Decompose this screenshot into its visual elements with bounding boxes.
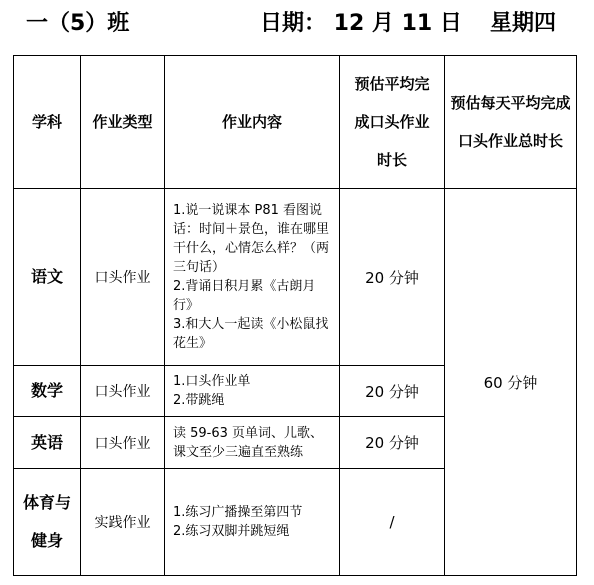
subject-cell: 体育与健身 — [14, 469, 81, 576]
total-duration-cell: 60 分钟 — [445, 189, 577, 576]
class-name: 一（5）班 — [26, 11, 130, 36]
header-content: 作业内容 — [165, 56, 340, 189]
header-daily-total: 预估每天平均完成口头作业总时长 — [445, 56, 577, 189]
duration-cell: / — [340, 469, 445, 576]
content-line: 3.和大人一起读《小松鼠找花生》 — [173, 317, 329, 351]
subject-cell: 英语 — [14, 417, 81, 469]
content-line: 2.带跳绳 — [173, 393, 225, 408]
homework-table — [13, 55, 577, 576]
weekday: 星期四 — [490, 11, 557, 36]
subject-cell: 语文 — [14, 189, 81, 366]
type-cell: 实践作业 — [81, 469, 165, 576]
duration-cell: 20 分钟 — [340, 417, 445, 469]
content-line: 2.练习双脚并跳短绳 — [173, 524, 290, 539]
subject-cell: 数学 — [14, 366, 81, 417]
header-estimate: 预估平均完成口头作业时长 — [340, 56, 445, 189]
content-cell — [165, 417, 340, 469]
header — [0, 6, 594, 46]
content-line: 1.练习广播操至第四节 — [173, 505, 303, 520]
header-subject: 学科 — [14, 56, 81, 189]
type-cell: 口头作业 — [81, 417, 165, 469]
type-cell: 口头作业 — [81, 189, 165, 366]
content-line: 2.背诵日积月累《古朗月行》 — [173, 279, 316, 313]
content-line: 1.口头作业单 — [173, 374, 251, 389]
type-cell: 口头作业 — [81, 366, 165, 417]
date: 日期： 12 月 11 日 — [260, 11, 462, 36]
duration-cell: 20 分钟 — [340, 366, 445, 417]
header-type: 作业类型 — [81, 56, 165, 189]
content-cell — [165, 189, 340, 366]
content-cell — [165, 469, 340, 576]
table-header-row — [14, 56, 577, 189]
table-row — [14, 189, 577, 366]
content-line: 1.说一说课本 P81 看图说话：时间＋景色，谁在哪里干什么，心情怎么样？（两三句话） — [173, 203, 330, 275]
content-line: 读 59-63 页单词、儿歌、课文至少三遍直至熟练 — [173, 425, 324, 460]
duration-cell: 20 分钟 — [340, 189, 445, 366]
content-cell — [165, 366, 340, 417]
